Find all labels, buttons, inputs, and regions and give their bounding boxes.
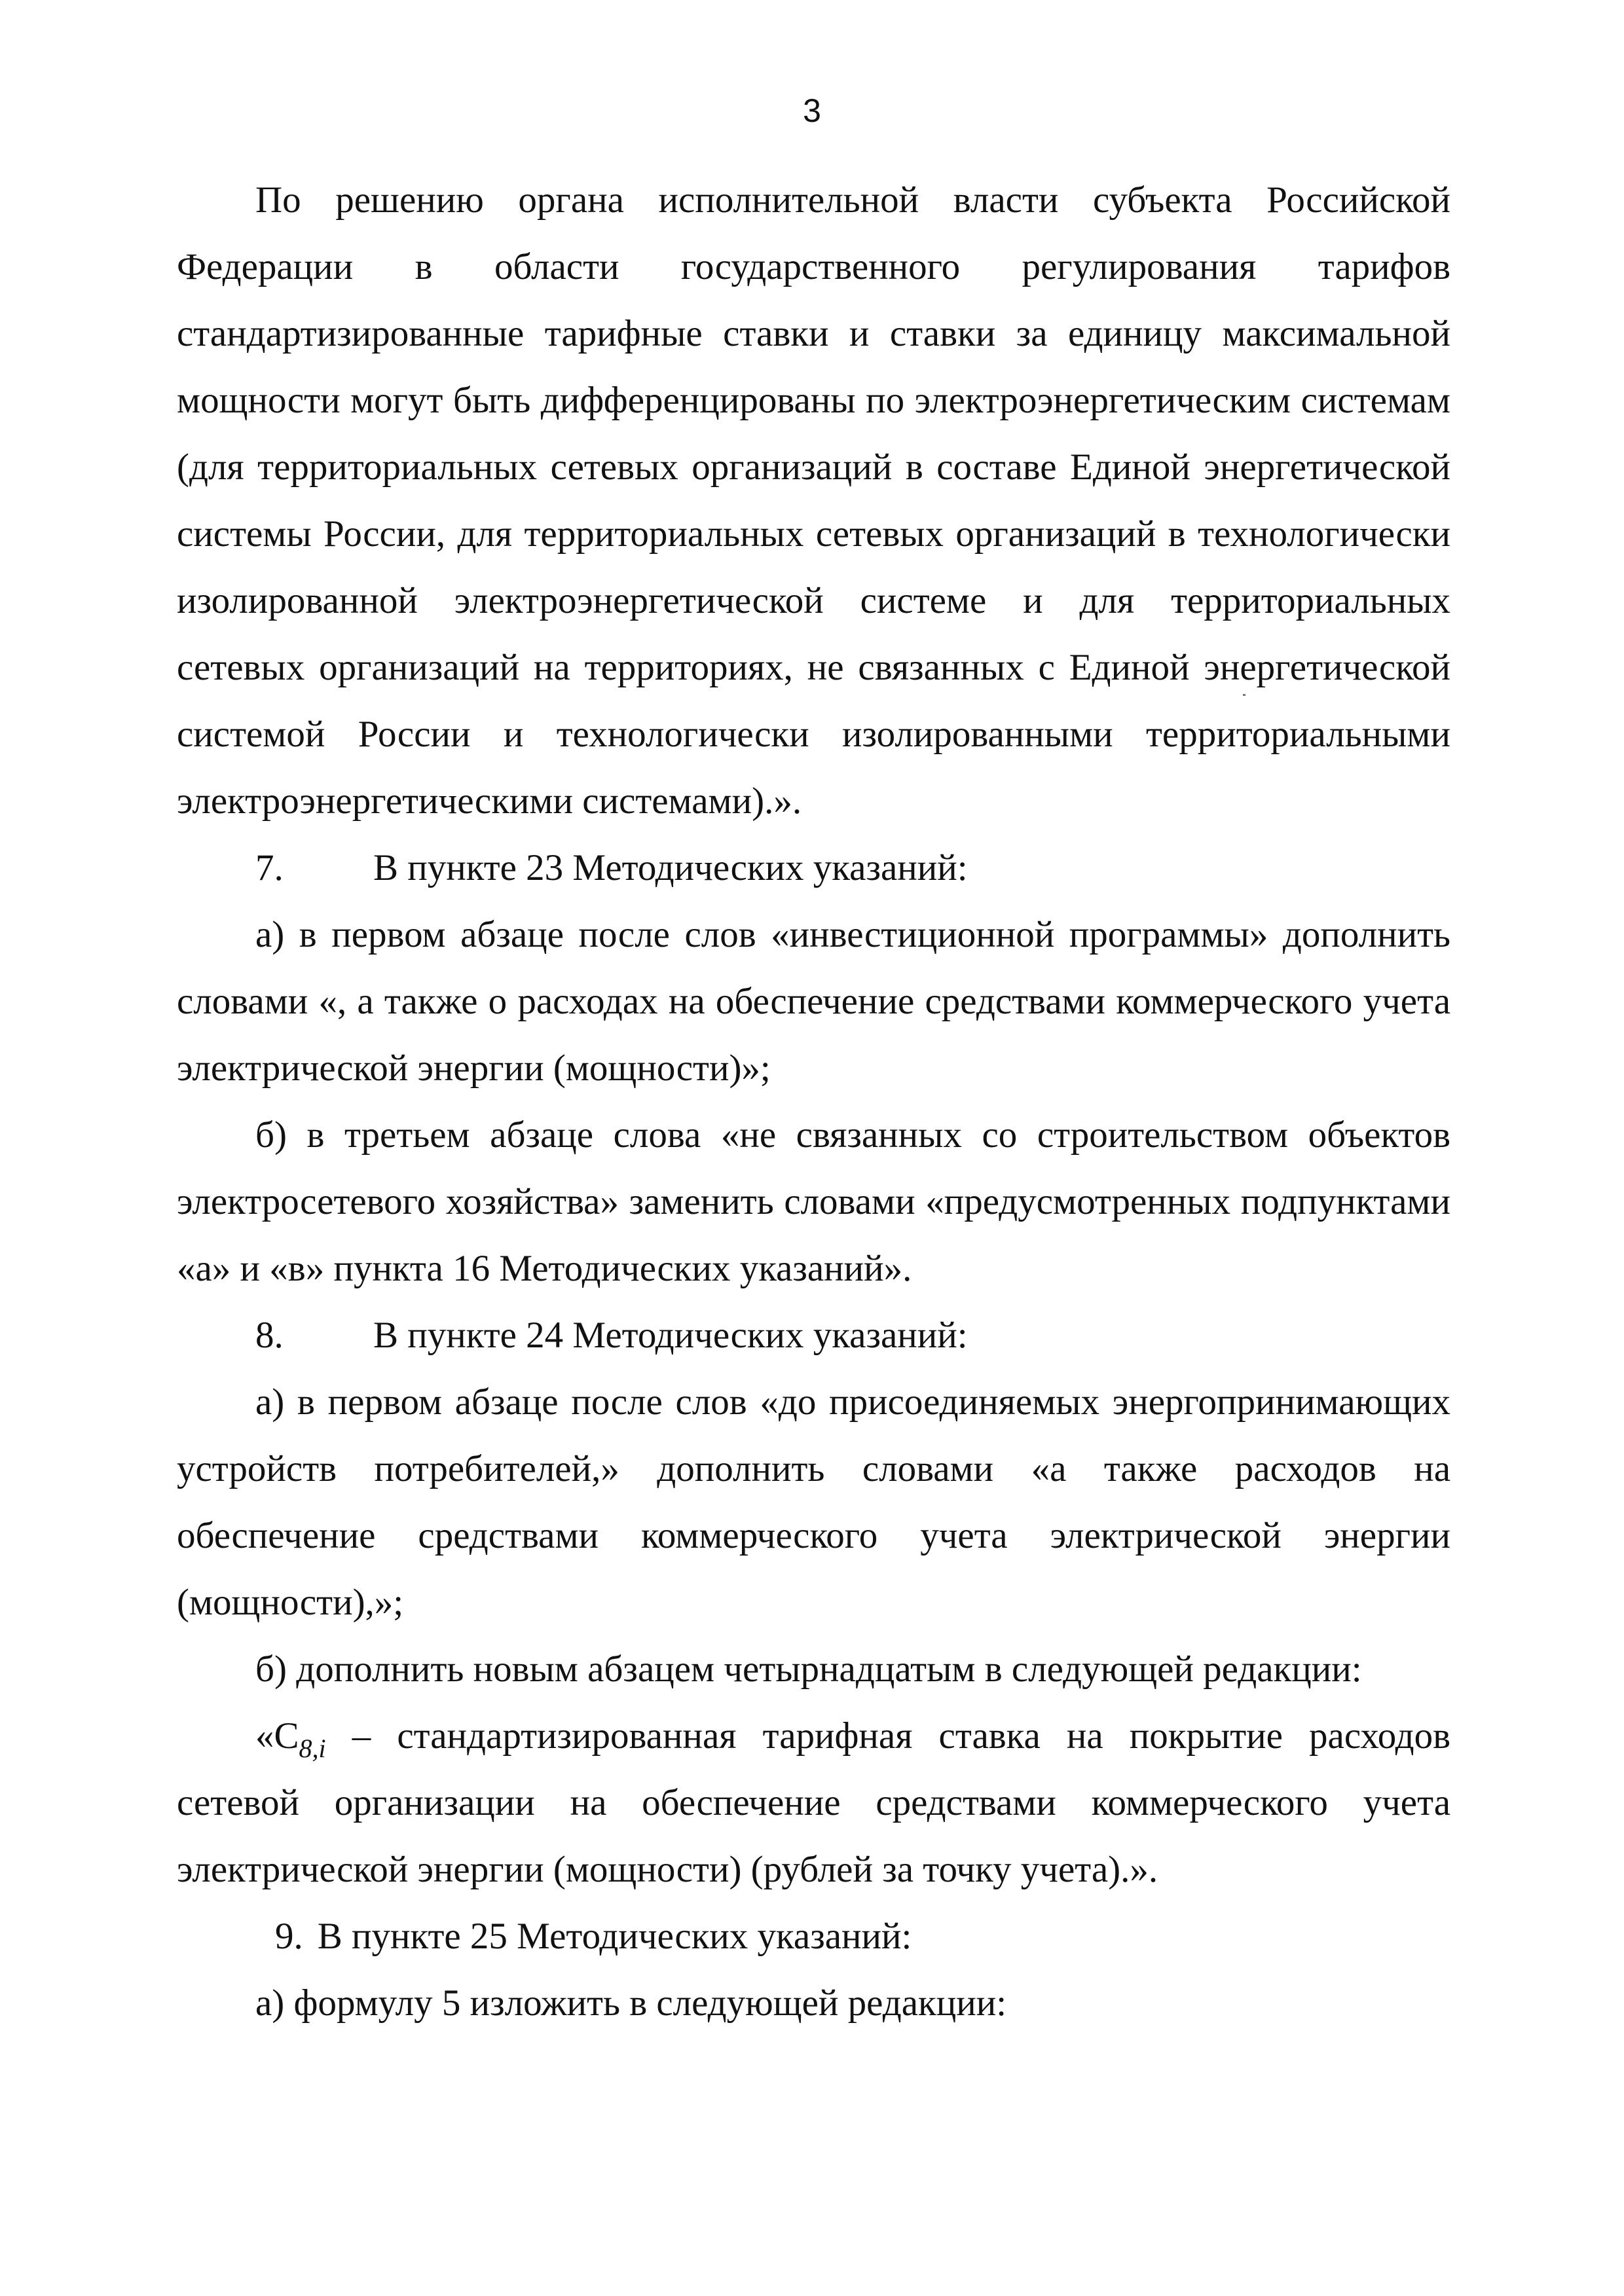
item-7-subitem-b: б) в третьем абзаце слова «не связанных со строительством объектов электросетевого хозяйства» заменить словами «предусмотренных подпунктами «а» и «в» пункта 16 Методических указаний». [177,1114,1450,1289]
item-8-text: В пункте 24 Методических указаний: [373,1315,968,1356]
item-9-number: 9. [275,1916,303,1957]
item-8-subitem-a: а) в первом абзаце после слов «до присоединяемых энергопринимающих устройств потребителей,» дополнить словами «а также расходов на обеспечение средствами коммерческого учета электрической энергии (мощности),»; [177,1381,1450,1623]
document-body [177,167,1450,2037]
paragraph-tariff-differentiation: По решению органа исполнительной власти субъекта Российской Федерации в области государственного регулирования тарифов стандартизированные тарифные ставки и ставки за единицу максимальной мощности могут быть дифференцированы по электроэнергетическим системам (для территориальных сетевых организаций в составе Единой энергетической системы России, для территориальных сетевых организаций в технологически изолированной электроэнергетической системе и для территориальных сетевых организаций на территориях, не связанных с Единой энергетической системой России и технологически изолированными территориальными электроэнергетическими системами).». [177,179,1450,822]
formula-subscript: 8,i [299,1734,326,1763]
formula-definition-text: – стандартизированная тарифная ставка на покрытие расходов сетевой организации на обеспечение средствами коммерческого учета электрической энергии (мощности) (рублей за точку учета).». [177,1715,1450,1890]
item-8-number: 8. [255,1315,284,1356]
item-7-number: 7. [255,847,284,888]
item-9-text: В пункте 25 Методических указаний: [317,1916,912,1957]
formula-symbol: «C [255,1715,299,1757]
item-7-subitem-a: а) в первом абзаце после слов «инвестиционной программы» дополнить словами «, а также о расходах на обеспечение средствами коммерческого учета электрической энергии (мощности)»; [177,914,1450,1089]
item-8-heading [177,1302,1450,1369]
page-number: 3 [803,92,821,129]
formula-definition-paragraph [177,1703,1450,1903]
item-7-text: В пункте 23 Методических указаний: [373,847,968,888]
item-7-heading [177,835,1450,902]
item-8-subitem-b: б) дополнить новым абзацем четырнадцатым в следующей редакции: [255,1649,1362,1690]
item-9-subitem-a: а) формулу 5 изложить в следующей редакции: [255,1982,1007,2024]
item-9-heading [177,1903,1450,1970]
scan-speck [1243,694,1246,696]
